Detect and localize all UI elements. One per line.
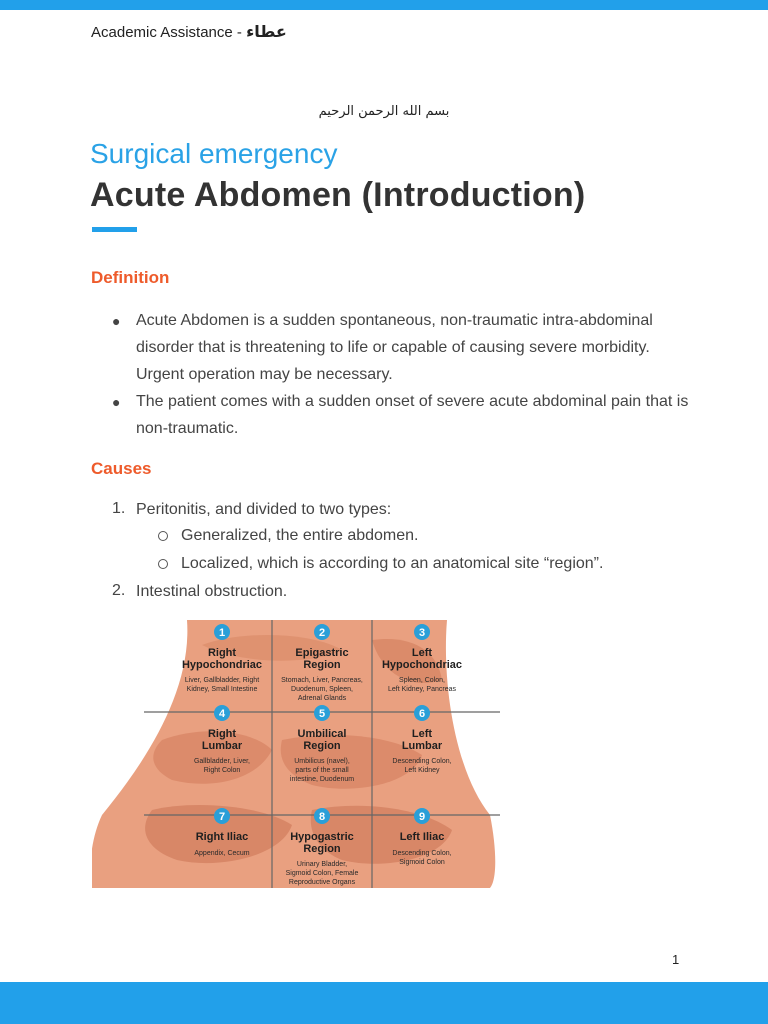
region-name: Left Iliac — [399, 831, 445, 843]
region-name: Lumbar — [401, 740, 443, 752]
region-organs: Duodenum, Spleen, — [291, 686, 353, 693]
bottom-accent-bar — [0, 982, 768, 1024]
region-organs: Descending Colon, — [392, 758, 452, 765]
definition-bullet-2: The patient comes with a sudden onset of severe acute abdominal pain that is non-traumatic. — [136, 393, 689, 437]
region-organs: Left Kidney, Pancreas — [388, 686, 456, 693]
bullet-icon: ● — [112, 313, 121, 329]
region-name: Umbilical — [297, 728, 347, 740]
title-underline — [92, 227, 137, 232]
region-organs: Left Kidney — [404, 767, 440, 774]
region-organs: Stomach, Liver, Pancreas, — [281, 677, 363, 684]
region-organs: Sigmoid Colon, Female — [285, 870, 359, 877]
region-organs: Appendix, Cecum — [194, 850, 250, 857]
region-number: 4 — [218, 708, 226, 720]
region-number: 3 — [418, 627, 426, 639]
region-name: Left — [411, 728, 433, 740]
page-header — [91, 22, 287, 41]
region-name: Right — [207, 647, 237, 659]
page-title: Acute Abdomen (Introduction) — [90, 176, 586, 214]
region-organs: intestine, Duodenum — [289, 776, 355, 783]
region-organs: Sigmoid Colon — [399, 859, 445, 866]
region-organs: Reproductive Organs — [288, 879, 356, 886]
causes-heading: Causes — [91, 459, 152, 478]
region-number: 1 — [218, 627, 226, 639]
page-number: 1 — [672, 952, 680, 967]
region-name: Hypogastric — [290, 831, 354, 843]
region-organs: Liver, Gallbladder, Right — [184, 677, 260, 684]
region-name: Left — [411, 647, 433, 659]
region-name: Right Iliac — [195, 831, 249, 843]
region-name: Epigastric — [295, 647, 349, 659]
definition-bullet-1: Acute Abdomen is a sudden spontaneous, non-traumatic intra-abdominal disorder that is threatening to life or capable of causing severe morbidity. Urgent operation may be necessary. — [136, 312, 653, 383]
header-arabic-name: عطاء — [246, 22, 287, 41]
list-number: 1. — [112, 500, 126, 517]
region-organs: Kidney, Small Intestine — [186, 686, 258, 693]
region-organs: Spleen, Colon, — [399, 677, 445, 684]
header-label: Academic Assistance - — [91, 24, 247, 41]
cause-1-sub-2: Localized, which is according to an anatomical site “region”. — [181, 555, 604, 572]
region-organs: Gallbladder, Liver, — [193, 758, 251, 765]
region-organs: Umbilicus (navel), — [294, 758, 350, 765]
region-name: Region — [303, 740, 341, 752]
region-number: 5 — [318, 708, 326, 720]
abdominal-regions-figure — [92, 620, 500, 888]
cause-1: Peritonitis, and divided to two types: — [136, 501, 392, 518]
region-name: Region — [303, 843, 341, 855]
region-number: 7 — [218, 811, 226, 823]
bullet-icon: ● — [112, 394, 121, 410]
region-organs: Descending Colon, — [392, 850, 452, 857]
circle-bullet-icon — [158, 531, 168, 541]
top-accent-bar — [0, 0, 768, 10]
region-organs: Adrenal Glands — [297, 695, 347, 702]
definition-heading: Definition — [91, 268, 170, 287]
region-name: Hypochondriac — [381, 659, 463, 671]
region-name: Right — [207, 728, 237, 740]
region-number: 2 — [318, 627, 326, 639]
region-name: Hypochondriac — [181, 659, 263, 671]
circle-bullet-icon — [158, 559, 168, 569]
region-organs: Urinary Bladder, — [296, 861, 348, 868]
region-name: Region — [303, 659, 341, 671]
subtitle: Surgical emergency — [90, 138, 338, 169]
list-number: 2. — [112, 582, 126, 599]
region-organs: Right Colon — [203, 767, 241, 774]
region-number: 6 — [418, 708, 426, 720]
basmala: بسم الله الرحمن الرحيم — [318, 104, 450, 119]
region-organs: parts of the small — [295, 767, 349, 774]
region-number: 9 — [418, 811, 426, 823]
cause-2: Intestinal obstruction. — [136, 583, 288, 600]
region-number: 8 — [318, 811, 326, 823]
region-name: Lumbar — [201, 740, 243, 752]
cause-1-sub-1: Generalized, the entire abdomen. — [181, 527, 419, 544]
